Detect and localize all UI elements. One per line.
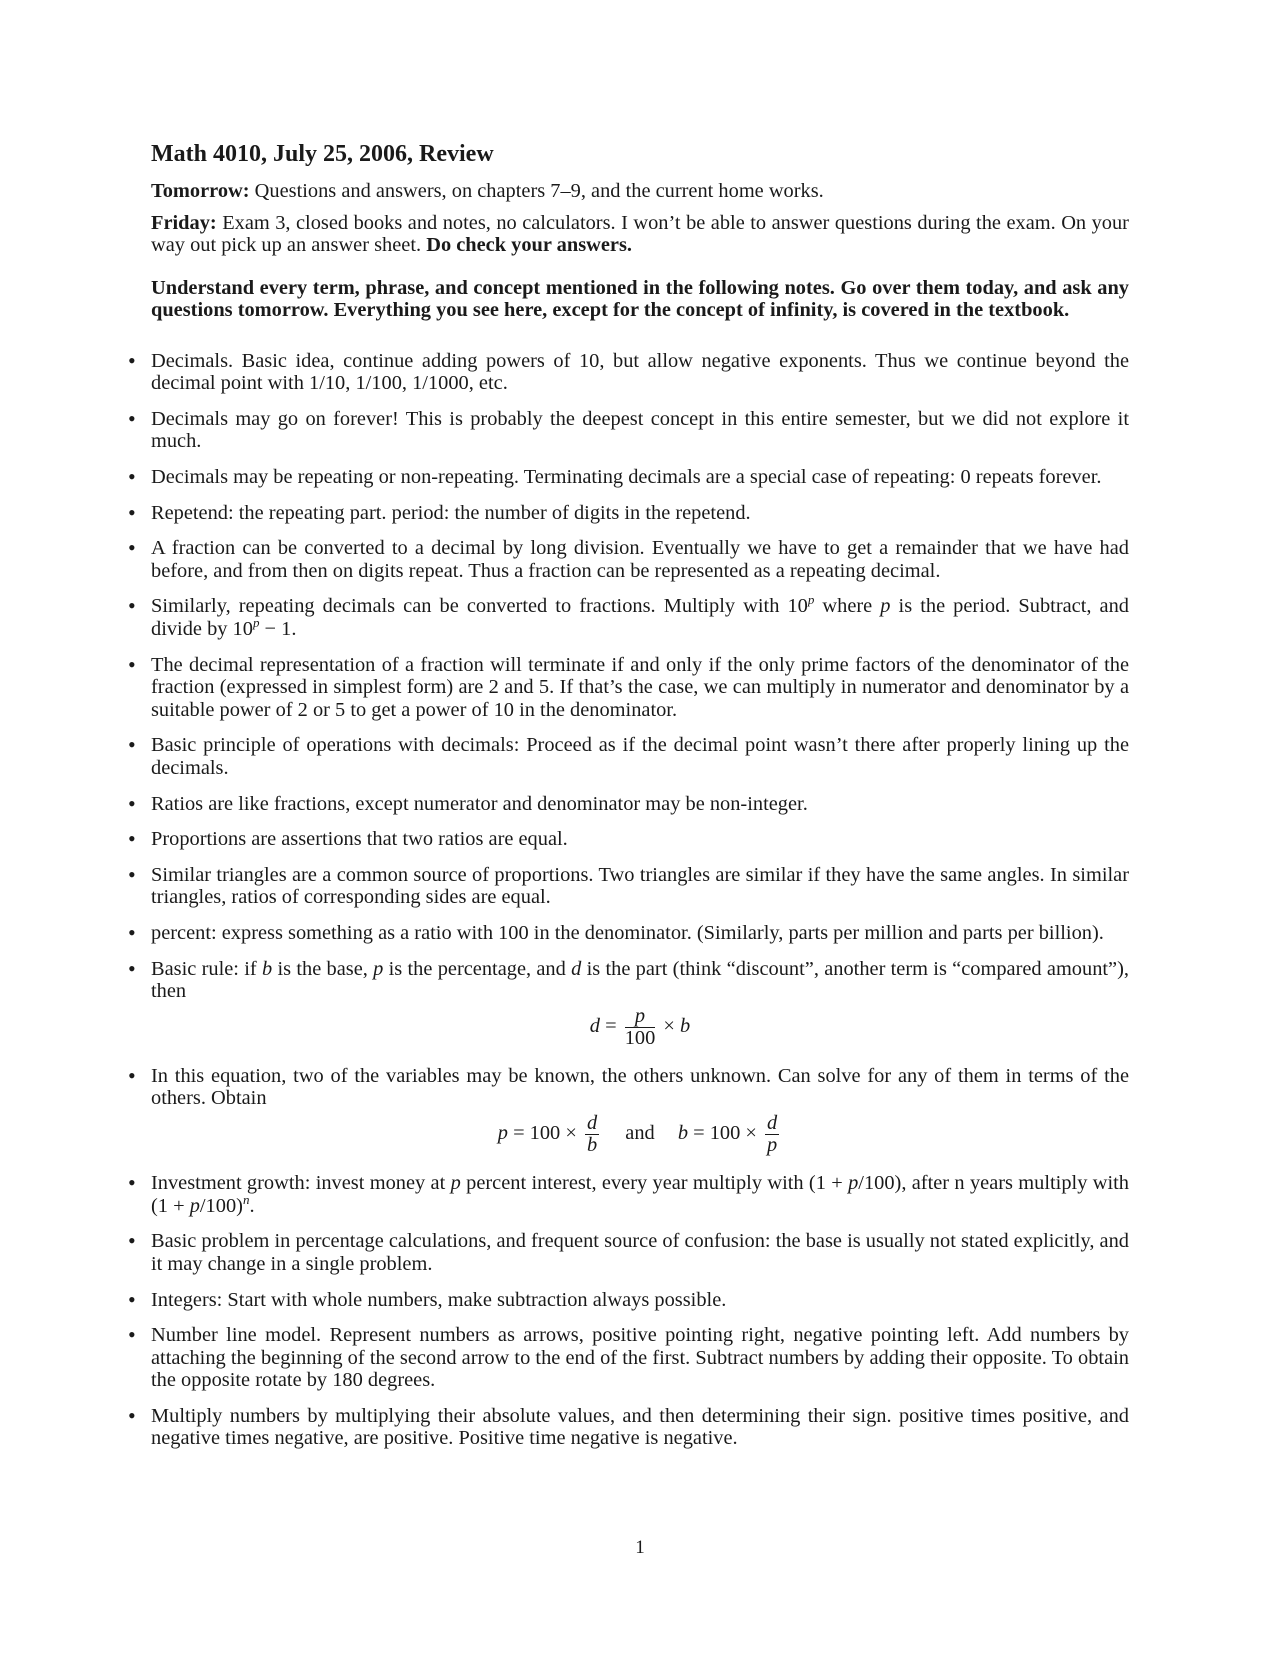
list-item: • percent: express something as a ratio with 100 in the denominator. (Similarly, parts per million and parts per billion). xyxy=(151,922,1129,945)
friday-label: Friday: xyxy=(151,211,217,234)
formula-solve: p = 100 × $\frac{d}{b}$ and b = 100 × $\frac{d}{p}$ xyxy=(497,1111,778,1156)
tomorrow-label: Tomorrow: xyxy=(151,180,250,202)
friday-paragraph xyxy=(151,212,1129,257)
list-item: • Similarly, repeating decimals can be converted to fractions. Multiply with 10$^p$ where p is the period. Subtract, and divide by $10^p - 1$. xyxy=(151,595,1129,640)
list-item: • Decimals. Basic idea, continue adding powers of 10, but allow negative exponents. Thus we continue beyond the decimal point with 1/10, 1/100, 1/1000, etc. xyxy=(151,350,1129,395)
fraction: $\frac{p}{100}$ xyxy=(624,1004,656,1049)
list-item: • Number line model. Represent numbers as arrows, positive pointing right, negative pointing left. Add numbers by attaching the beginning of the second arrow to the end of the first. Subtract numbers by adding their opposite. To obtain the opposite rotate by 180 degrees. xyxy=(151,1324,1129,1392)
list-item: • Repetend: the repeating part. period: the number of digits in the repetend. xyxy=(151,502,1129,525)
list-item: • Ratios are like fractions, except numerator and denominator may be non-integer. xyxy=(151,793,1129,816)
list-item: • Decimals may go on forever! This is probably the deepest concept in this entire semester, but we did not explore it much. xyxy=(151,408,1129,453)
list-item: • Basic rule: if b is the base, p is the percentage, and d is the part (think “discount”, another term is “compared amount”), then d = $\frac{p}{100}$ × b xyxy=(151,958,1129,1052)
list-item: • In this equation, two of the variables may be known, the others unknown. Can solve for any of them in terms of the others. Obtain p = 100 × $\frac{d}{b}$ and b = 100 × $\frac{d}{p}$ xyxy=(151,1065,1129,1159)
list-item: • Similar triangles are a common source of proportions. Two triangles are similar if they have the same angles. In similar triangles, ratios of corresponding sides are equal. xyxy=(151,864,1129,909)
friday-emphasis: Do check your answers. xyxy=(426,234,633,256)
list-item: • The decimal representation of a fraction will terminate if and only if the only prime factors of the denominator of the fraction (expressed in simplest form) are 2 and 5. If that’s the case, we can multiply in numerator and denominator by a suitable power of 2 or 5 to get a power of 10 in the denominator. xyxy=(151,654,1129,722)
list-item: • A fraction can be converted to a decimal by long division. Eventually we have to get a remainder that we have had before, and from then on digits repeat. Thus a fraction can be represented as a repeating decimal. xyxy=(151,537,1129,582)
fraction: $\frac{d}{b}$ xyxy=(586,1111,598,1156)
list-item: • Proportions are assertions that two ratios are equal. xyxy=(151,828,1129,851)
list-item: • Integers: Start with whole numbers, make subtraction always possible. xyxy=(151,1289,1129,1312)
tomorrow-text: Questions and answers, on chapters 7–9, and the current home works. xyxy=(254,180,824,202)
intro-paragraph: Understand every term, phrase, and concept mentioned in the following notes. Go over them today, and ask any questions tomorrow. Everything you see here, except for the concept of infinity, is covered in the textbook. xyxy=(151,276,1129,321)
page-number: 1 xyxy=(635,1537,645,1558)
friday-text: Exam 3, closed books and notes, no calculators. I won’t be able to answer questions during the exam. On your way out pick up an answer sheet. xyxy=(151,211,1129,256)
notes-list xyxy=(151,350,1129,1450)
list-item: • Decimals may be repeating or non-repeating. Terminating decimals are a special case of repeating: 0 repeats forever. xyxy=(151,466,1129,489)
list-item: • Basic problem in percentage calculations, and frequent source of confusion: the base is usually not stated explicitly, and it may change in a single problem. xyxy=(151,1230,1129,1275)
list-item: • Investment growth: invest money at p percent interest, every year multiply with (1 + p/100), after n years multiply with $(1 + p/100)^n$. xyxy=(151,1172,1129,1217)
fraction: $\frac{d}{p}$ xyxy=(767,1111,778,1156)
document-page xyxy=(151,140,1129,1463)
page-title: Math 4010, July 25, 2006, Review xyxy=(151,141,494,167)
tomorrow-paragraph xyxy=(151,180,1129,203)
list-item: • Basic principle of operations with decimals: Proceed as if the decimal point wasn’t there after properly lining up the decimals. xyxy=(151,734,1129,779)
list-item: • Multiply numbers by multiplying their absolute values, and then determining their sign. positive times positive, and negative times negative, are positive. Positive time negative is negative. xyxy=(151,1405,1129,1450)
formula-discount: d = $\frac{p}{100}$ × b xyxy=(589,1004,691,1049)
